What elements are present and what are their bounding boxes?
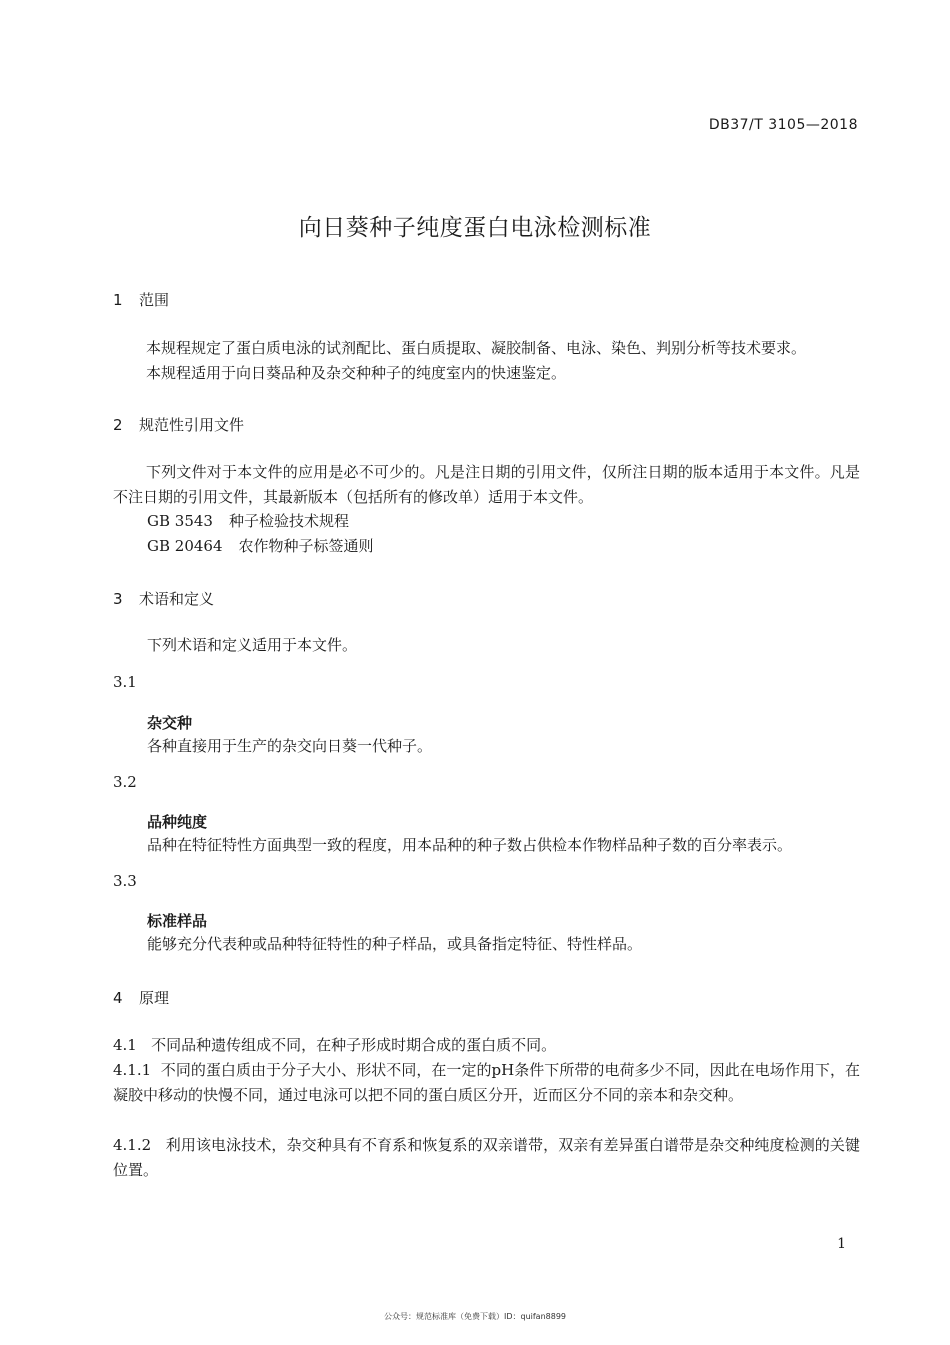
section-title: 术语和定义 [139,590,215,608]
clause-number: 4.1.1 [113,1061,152,1079]
term-number: 3.3 [113,872,137,890]
clause-4-1-2 [113,1133,860,1183]
clause-text: 不同的蛋白质由于分子大小、形状不同，在一定的pH条件下所带的电荷多少不同，因此在电场作用下，在凝胶中移动的快慢不同，通过电泳可以把不同的蛋白质区分开，近而区分不同的亲本和杂交种。 [113,1061,860,1104]
section-title: 范围 [139,291,170,309]
reference-item [147,535,374,556]
clause-text: 不同品种遗传组成不同，在种子形成时期合成的蛋白质不同。 [151,1036,557,1054]
term-number: 3.2 [113,773,137,791]
section-2-paragraph-1: 下列文件对于本文件的应用是必不可少的。凡是注日期的引用文件，仅所注日期的版本适用于本文件。凡是不注日期的引用文件，其最新版本（包括所有的修改单）适用于本文件。 [113,463,860,506]
section-number: 1 [113,291,123,309]
term-definition: 品种在特征特性方面典型一致的程度，用本品种的种子数占供检本作物样品种子数的百分率表示。 [147,836,793,854]
term-name: 标准样品 [147,912,208,930]
clause-text: 利用该电泳技术，杂交种具有不育系和恢复系的双亲谱带，双亲有差异蛋白谱带是杂交种纯度检测的关键位置。 [113,1136,860,1179]
section-1-heading [113,289,169,310]
reference-item [147,510,349,531]
section-4-heading [113,987,169,1008]
footer-watermark: 公众号：规范标准库（免费下载）ID：quifan8899 [383,1312,567,1321]
section-3-paragraph-1: 下列术语和定义适用于本文件。 [147,636,358,654]
term-name: 品种纯度 [147,813,208,831]
section-3-heading [113,588,214,609]
section-title: 规范性引用文件 [139,416,245,434]
clause-number: 4.1.2 [113,1136,152,1154]
term-name: 杂交种 [147,714,193,732]
section-number: 3 [113,590,123,608]
clause-number: 4.1 [113,1036,137,1054]
reference-name: 农作物种子标签通则 [238,537,374,555]
page-number: 1 [837,1236,846,1252]
term-definition: 各种直接用于生产的杂交向日葵一代种子。 [147,737,433,755]
section-title: 原理 [139,989,170,1007]
reference-code: GB 3543 [147,512,213,530]
section-2-heading [113,414,244,435]
section-1-paragraph-2: 本规程适用于向日葵品种及杂交种种子的纯度室内的快速鉴定。 [146,364,567,382]
reference-name: 种子检验技术规程 [228,512,349,530]
section-number: 4 [113,989,123,1007]
clause-4-1 [113,1033,860,1058]
standard-code: DB37/T 3105—2018 [708,117,858,133]
clause-4-1-1 [113,1058,860,1108]
reference-code: GB 20464 [147,537,223,555]
section-number: 2 [113,416,123,434]
term-number: 3.1 [113,673,137,691]
document-title: 向日葵种子纯度蛋白电泳检测标准 [298,215,652,241]
term-definition: 能够充分代表种或品种特征特性的种子样品，或具备指定特征、特性样品。 [147,935,643,953]
section-1-paragraph-1: 本规程规定了蛋白质电泳的试剂配比、蛋白质提取、凝胶制备、电泳、染色、判别分析等技术要求。 [146,339,807,357]
